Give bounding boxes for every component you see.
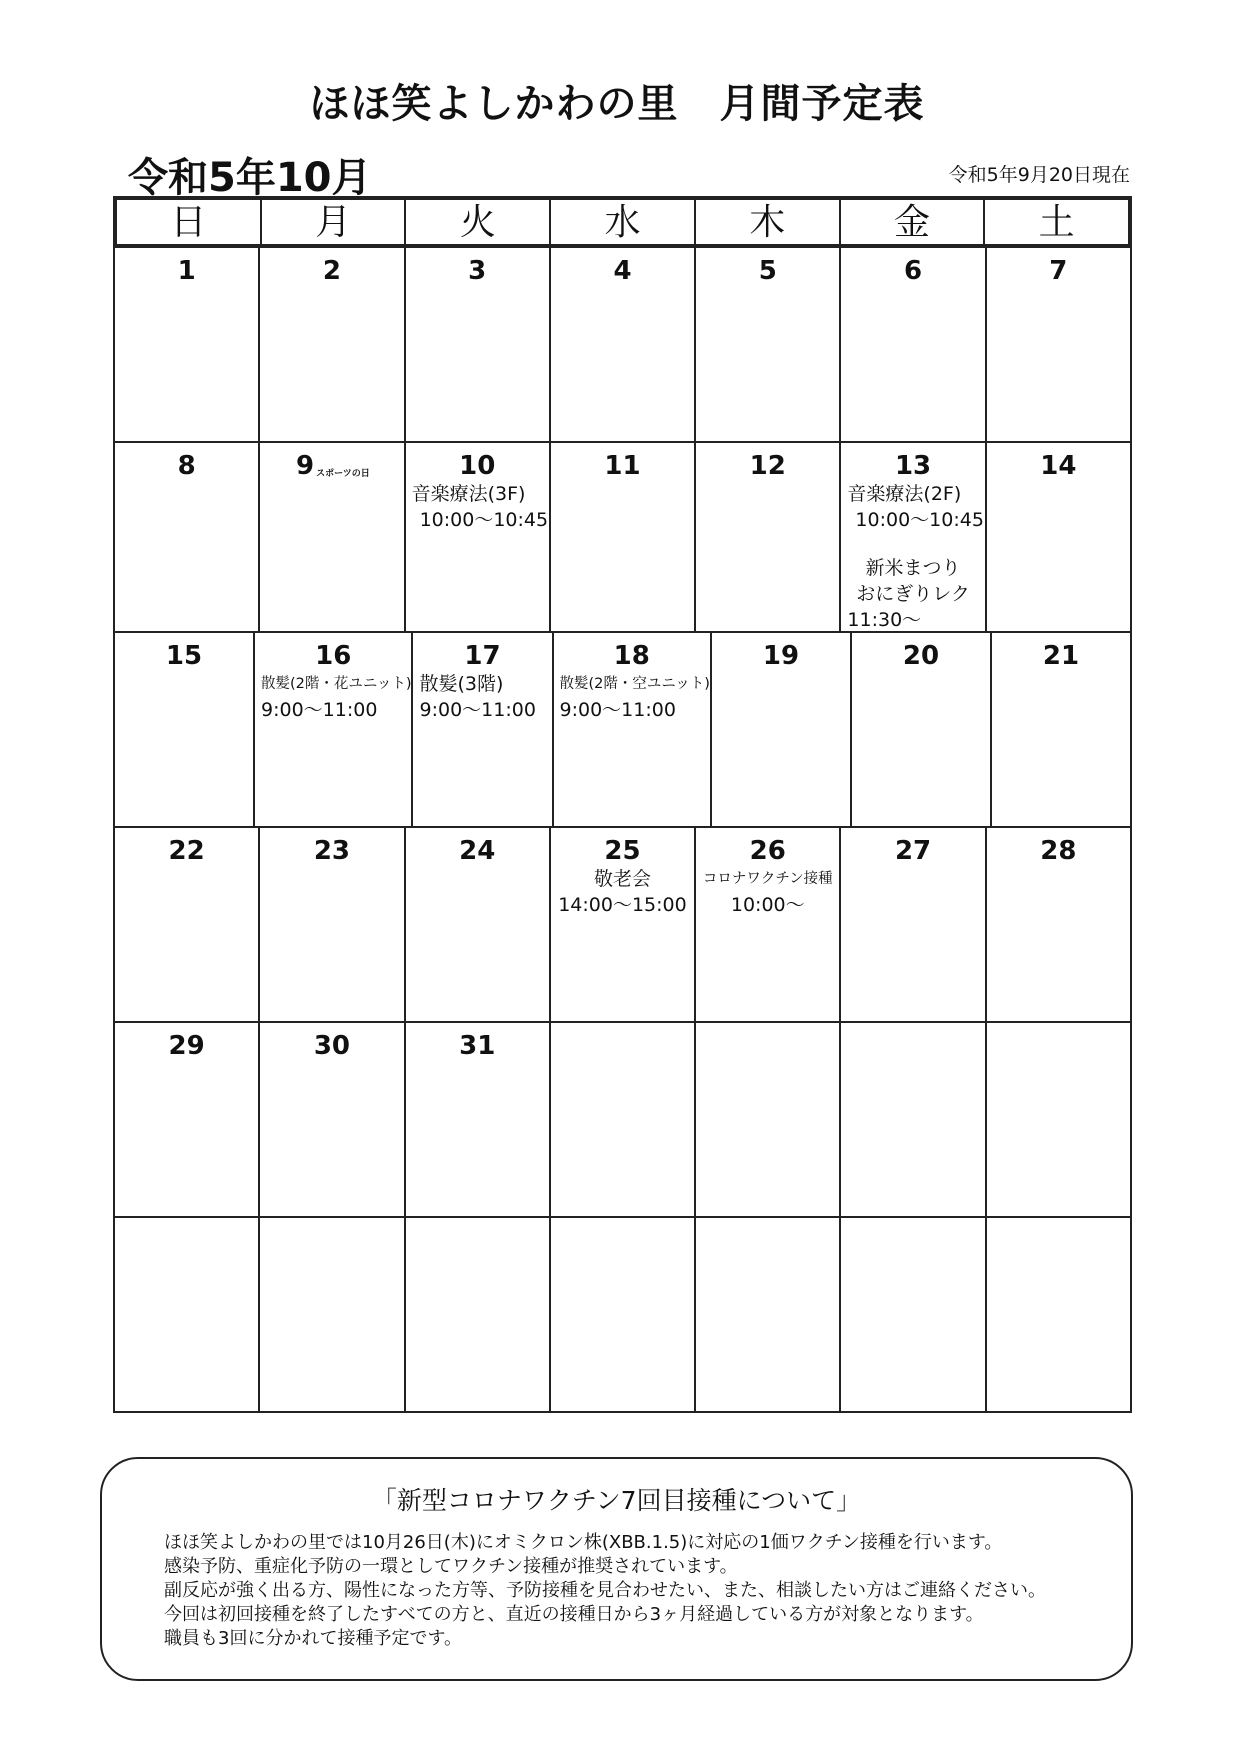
day-cell [694, 248, 839, 441]
day-cell [115, 633, 253, 826]
day-number: 7 [1049, 256, 1068, 286]
week-row [115, 1021, 1130, 1216]
day-cell [990, 633, 1130, 826]
day-number: 6 [904, 256, 923, 286]
weekday-sat: 土 [983, 200, 1128, 244]
day-cell [985, 1218, 1130, 1411]
day-cell [985, 248, 1130, 441]
notice-line: ほほ笑よしかわの里では10月26日(木)にオミクロン株(XBB.1.5)に対応の1価ワクチン接種を行います。 [164, 1532, 1003, 1553]
event-time: 9:00～11:00 [419, 699, 536, 721]
day-number: 24 [459, 836, 496, 866]
notice-line: 副反応が強く出る方、陽性になった方等、予防接種を見合わせたい、また、相談したい方はご連絡ください。 [164, 1580, 1046, 1601]
event-title: 散髪(3階) [419, 673, 504, 695]
event-time: 10:00～10:45 [419, 509, 549, 531]
day-cell [985, 1023, 1130, 1216]
page-title: ほほ笑よしかわの里 月間予定表 [309, 81, 925, 127]
day-number [260, 451, 403, 481]
day-cell [258, 1218, 403, 1411]
day-number: 30 [313, 1031, 351, 1061]
week-row [115, 248, 1130, 441]
day-cell [694, 1023, 839, 1216]
day-cell [404, 443, 549, 631]
event-time: 10:00～10:45 [855, 509, 984, 531]
day-cell [694, 828, 839, 1021]
event-title: コロナワクチン接種 [702, 871, 833, 887]
event-title: 散髪(2階・空ユニット) [559, 676, 710, 692]
month-label: 令和5年10月 [128, 155, 372, 201]
day-number: 13 [894, 451, 932, 481]
day-cell [258, 828, 403, 1021]
weekday-sun: 日 [170, 202, 207, 243]
weekday-header [113, 196, 1132, 248]
event-title: 新米まつり [865, 557, 961, 579]
day-cell [549, 1218, 694, 1411]
day-number: 18 [613, 641, 650, 671]
day-cell [258, 1023, 403, 1216]
weekday-thu: 木 [694, 200, 839, 244]
weekday-mon: 月 [260, 200, 405, 244]
weekday-tue: 火 [404, 200, 549, 244]
day-cell [404, 828, 549, 1021]
day-cell [839, 1218, 984, 1411]
day-cell [549, 248, 694, 441]
event-title: 散髪(2階・花ユニット) [261, 676, 412, 692]
day-cell [404, 1023, 549, 1216]
day-number: 19 [762, 641, 800, 671]
day-cell [710, 633, 850, 826]
day-number: 29 [168, 1031, 205, 1061]
event-time: 14:00～15:00 [558, 894, 687, 916]
weekday-fri: 金 [839, 200, 984, 244]
day-number: 5 [758, 256, 777, 286]
event-time: 11:30～ [847, 609, 922, 631]
calendar [113, 196, 1132, 1413]
vaccine-notice [100, 1457, 1133, 1681]
day-number: 23 [313, 836, 351, 866]
calendar-grid [113, 248, 1132, 1413]
day-number: 26 [749, 836, 786, 866]
day-number: 28 [1040, 836, 1077, 866]
day-number: 20 [902, 641, 940, 671]
day-cell [839, 443, 984, 631]
day-cell [694, 1218, 839, 1411]
day-number: 25 [604, 836, 641, 866]
event-subtitle: おにぎりレク [856, 583, 970, 605]
day-number: 15 [165, 641, 203, 671]
day-number-text: 9 [296, 451, 315, 481]
day-cell [115, 1023, 258, 1216]
day-cell [552, 633, 710, 826]
holiday-label: スポーツの日 [316, 469, 370, 479]
day-number: 11 [604, 451, 641, 481]
event-time: 9:00～11:00 [261, 699, 378, 721]
notice-line: 感染予防、重症化予防の一環としてワクチン接種が推奨されています。 [164, 1556, 738, 1577]
week-row [115, 441, 1130, 631]
day-number: 21 [1042, 641, 1080, 671]
day-number: 16 [315, 641, 352, 671]
day-cell [985, 443, 1130, 631]
day-cell [549, 1023, 694, 1216]
day-cell [115, 828, 258, 1021]
event-title: 敬老会 [593, 868, 651, 890]
day-number: 4 [613, 256, 632, 286]
week-row [115, 826, 1130, 1021]
notice-line: 今回は初回接種を終了したすべての方と、直近の接種日から3ヶ月経過している方が対象となります。 [164, 1604, 984, 1625]
notice-body [102, 1531, 1131, 1651]
day-cell [115, 1218, 258, 1411]
day-cell [985, 828, 1130, 1021]
week-row [115, 631, 1130, 826]
day-number: 17 [464, 641, 501, 671]
as-of-date: 令和5年9月20日現在 [948, 164, 1130, 186]
day-cell [839, 1023, 984, 1216]
day-number: 27 [894, 836, 932, 866]
day-number: 12 [749, 451, 786, 481]
day-cell [694, 443, 839, 631]
day-cell [549, 828, 694, 1021]
day-number: 10 [459, 451, 496, 481]
event-title: 音楽療法(3F) [411, 483, 526, 505]
day-cell [411, 633, 551, 826]
weekday-wed: 水 [549, 200, 694, 244]
week-row [115, 1216, 1130, 1411]
day-number: 31 [459, 1031, 496, 1061]
day-cell [850, 633, 990, 826]
day-cell [404, 1218, 549, 1411]
day-number: 22 [168, 836, 205, 866]
notice-title: 「新型コロナワクチン7回目接種について」 [371, 1486, 862, 1515]
day-cell [839, 828, 984, 1021]
day-cell [258, 248, 403, 441]
day-cell [115, 248, 258, 441]
event-title: 音楽療法(2F) [847, 483, 962, 505]
event-time: 10:00～ [730, 894, 805, 916]
day-cell [253, 633, 411, 826]
day-cell [404, 248, 549, 441]
event-time: 9:00～11:00 [559, 699, 676, 721]
day-cell [115, 443, 258, 631]
day-cell [549, 443, 694, 631]
day-number: 8 [177, 451, 196, 481]
day-number: 3 [468, 256, 487, 286]
day-number: 1 [177, 256, 196, 286]
day-cell [839, 248, 984, 441]
day-cell [258, 443, 403, 631]
day-number: 14 [1040, 451, 1077, 481]
notice-line: 職員も3回に分かれて接種予定です。 [164, 1628, 463, 1649]
day-number: 2 [322, 256, 341, 286]
